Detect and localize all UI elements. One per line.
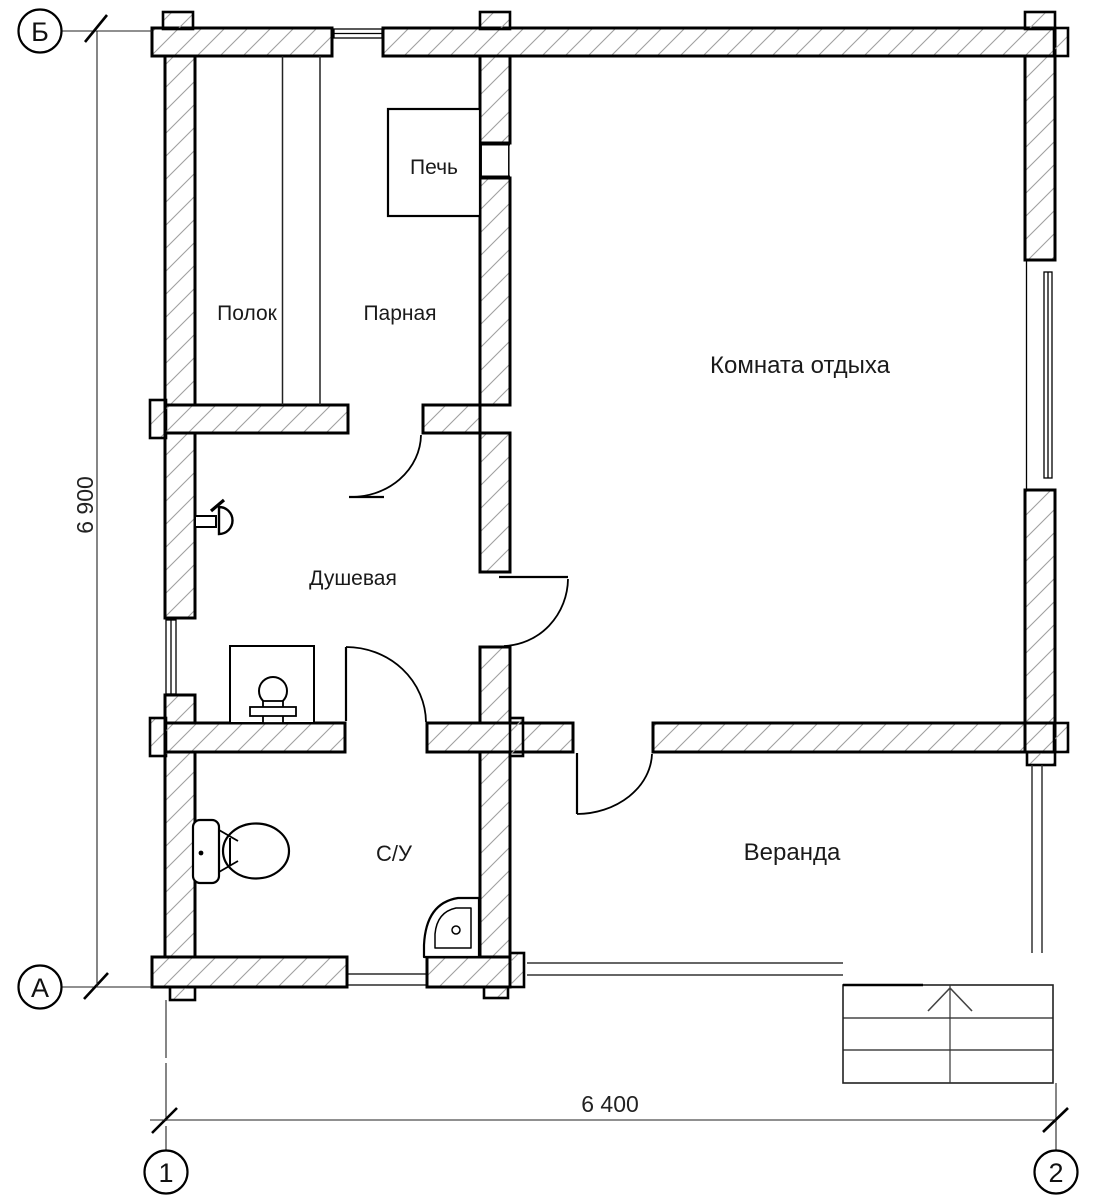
wall-segment xyxy=(1025,723,1055,752)
door-arc xyxy=(577,754,652,814)
veranda-edges xyxy=(527,765,1042,975)
wall-segment xyxy=(165,723,345,752)
axis-label-a: А xyxy=(30,973,50,1003)
log-crossing xyxy=(480,12,510,29)
stairs xyxy=(843,985,1053,1083)
stairs-outline xyxy=(843,985,1053,1083)
wall-segment xyxy=(165,405,348,433)
log-crossing xyxy=(163,12,193,29)
toilet-flush-button xyxy=(199,851,204,856)
axis-tick xyxy=(85,15,107,42)
toilet-bowl xyxy=(223,824,289,879)
wall-segment xyxy=(480,752,510,957)
toilet-tank xyxy=(193,820,219,883)
wall-segment xyxy=(1025,490,1055,723)
windows xyxy=(166,29,1052,985)
shower-cone xyxy=(219,507,233,534)
corner-tray xyxy=(424,898,479,957)
room-label-veranda: Веранда xyxy=(743,839,841,866)
log-crossing xyxy=(1054,28,1068,56)
axis-label-b: Б xyxy=(31,17,49,47)
washbasin-tap xyxy=(250,707,296,716)
wall-segment xyxy=(427,957,510,987)
log-crossing xyxy=(484,987,508,998)
door-arc xyxy=(349,435,421,497)
wall-segment xyxy=(427,723,573,752)
room-label-stove: Печь xyxy=(410,156,458,179)
wall-segment xyxy=(165,56,195,405)
dimension-width: 6 400 xyxy=(581,1091,639,1117)
wall-segment xyxy=(165,695,195,723)
log-crossing xyxy=(510,953,524,987)
wall-segment xyxy=(480,56,510,143)
bench-lines xyxy=(283,56,321,405)
wall-segment xyxy=(423,405,480,433)
door-arc xyxy=(504,579,568,646)
axis-tick xyxy=(84,973,108,999)
log-crossing xyxy=(170,987,195,1000)
stove-wall-opening xyxy=(480,143,510,178)
room-label-wc: С/У xyxy=(376,841,412,866)
wall-segment xyxy=(165,752,195,957)
log-crossing xyxy=(1027,752,1055,765)
axis-label-2: 2 xyxy=(1048,1158,1064,1188)
wall-segment xyxy=(152,28,332,56)
shower-stem xyxy=(195,516,216,527)
stove-opening-gap xyxy=(482,145,508,177)
room-label-shower: Душевая xyxy=(309,567,397,590)
room-label-lounge: Комната отдыха xyxy=(710,352,890,379)
log-crossing xyxy=(510,718,523,756)
wall-segment xyxy=(1025,56,1055,260)
wall-segment xyxy=(653,723,1025,752)
wall-segment xyxy=(480,433,510,572)
shower-head-icon xyxy=(195,500,233,534)
axis-label-1: 1 xyxy=(158,1158,174,1188)
wall-segment xyxy=(383,28,1055,56)
toilet-icon xyxy=(193,820,289,883)
wall-segment xyxy=(480,178,510,405)
washbasin xyxy=(230,646,314,723)
wall-segment xyxy=(165,433,195,618)
log-crossing xyxy=(1025,12,1055,29)
log-crossing xyxy=(1054,723,1068,752)
wall-segment xyxy=(152,957,347,987)
room-label-steam: Парная xyxy=(363,302,437,325)
door-arc xyxy=(346,647,426,722)
room-labels xyxy=(217,156,890,866)
dimension-height: 6 900 xyxy=(72,476,98,534)
corner-tray-drain xyxy=(452,926,460,934)
wall-segment xyxy=(480,647,510,723)
room-label-shelf: Полок xyxy=(217,302,277,325)
